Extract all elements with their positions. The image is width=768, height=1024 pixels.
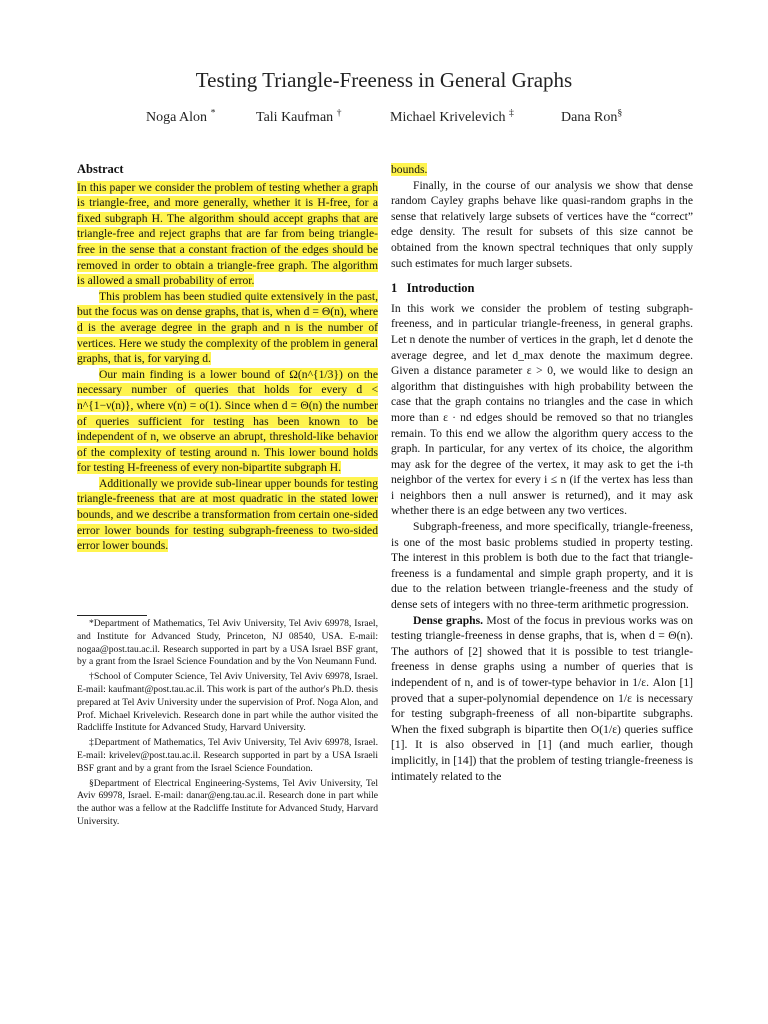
intro-paragraph-2: Subgraph-freeness, and more specifically, triangle-freeness, is one of the most basic problems studied in property testing. The interest in this problem is both due to the fact that triangle-freeness is a fundamental and simple graph property, and it is due to the relation between triangle-freeness and the study of dense sets of integers with no three-term arithmetic progression. xyxy=(391,520,693,612)
paper-title: Testing Triangle-Freeness in General Graphs xyxy=(195,68,573,92)
highlighted-text: Additionally we provide sub-linear upper bounds for testing triangle-freeness that are at most quadratic in the stated lower bounds, and we describe a transformation from certain one-sided error lower bounds for testing subgraph-freeness to two-sided error lower bounds. xyxy=(77,476,379,553)
intro-paragraph-1: In this work we consider the problem of testing subgraph-freeness, and in particular triangle-freeness, in general graphs. Let n denote the number of vertices in the graph, let d denote the average degree, and let d_max denote the maximum degree. Given a distance parameter ε > 0, we would like to design an algorithm that distinguishes with high probability between the case that the graph contains no triangles and the case in which more than ε · nd edges should be removed so that no triangles remain. To this end we allow the algorithm query access to the graph. In particular, for any vertex of its choice, the algorithm may ask for the degree of the vertex, it may ask to get the i-th neighbor of the vertex for every i ≤ n (if the vertex has less than i neighbors then a null answer is returned), and it may ask whether there is an edge between any two vertices. xyxy=(391,301,693,518)
section-heading-introduction xyxy=(391,281,693,297)
abstract-paragraph-2 xyxy=(77,289,378,367)
left-column xyxy=(77,162,378,554)
section-number: 1 xyxy=(391,281,398,296)
abstract-paragraph-1 xyxy=(77,180,378,289)
abstract-paragraph-3 xyxy=(77,367,378,476)
section-title: Introduction xyxy=(406,281,475,296)
footnote-rule xyxy=(77,615,147,616)
highlighted-text: In this paper we consider the problem of testing whether a graph is triangle-free, and more generally, whether it is H-free, for a fixed subgraph H. The algorithm should accept graphs that are triangle-free and reject graphs that are far from being triangle-free in the sense that a constant fraction of the edges should be removed in order to obtain a triangle-free graph. The algorithm is allowed a small probability of error. xyxy=(77,180,378,288)
author-list xyxy=(0,107,768,132)
footnote-ron: §Department of Electrical Engineering-Systems, Tel Aviv University, Tel Aviv 69978, Israel. E-mail: danar@eng.tau.ac.il. Research done in part while the author was a fellow at the Radcliffe Institute for Advanced Study, Harvard University. xyxy=(77,777,378,827)
abstract-heading: Abstract xyxy=(77,162,124,176)
author-ron: Dana Ron§ xyxy=(561,107,623,125)
highlighted-text: Our main finding is a lower bound of Ω(n^{1/3}) on the necessary number of queries that holds for every d < n^{1−ν(n)}, where ν(n) = o(1). Since when d = Θ(n) the number of queries sufficient for testing has been known to be independent of n, we observe an abrupt, threshold-like behavior of the complexity of testing around n. This lower bound holds for testing H-freeness of every non-bipartite subgraph H. xyxy=(77,367,378,475)
footnotes xyxy=(77,615,378,831)
footnote-alon: *Department of Mathematics, Tel Aviv University, Tel Aviv 69978, Israel, and Institute for Advanced Study, Princeton, NJ 08540, USA. E-mail: nogaa@post.tau.ac.il. Research supported in part by a USA Israel BSF grant, by a grant from the Israel Science Foundation and by the Von Neumann Fund. xyxy=(77,618,378,668)
dense-graphs-heading: Dense graphs. xyxy=(413,613,484,627)
right-column xyxy=(391,162,693,784)
intro-paragraph-3-text: Most of the focus in previous works was on testing triangle-freeness in dense graphs, that is, when d = Θ(n). The authors of [2] showed that it is possible to test triangle-freeness in dense graphs using a number of queries that is independent of n, and is of tower-type behavior in 1/ε. Alon [1] proved that a super-polynomial dependence on 1/ε is necessary for testing subgraph-freeness of all non-bipartite subgraphs. When the fixed subgraph is bipartite then O(1/ε) queries suffice [1]. It is also observed in [1] (and much earlier, though implicitly, in [14]) that the problem of testing triangle-freeness is intimately related to the xyxy=(391,613,694,783)
footnote-kaufman: †School of Computer Science, Tel Aviv University, Tel Aviv 69978, Israel. E-mail: kaufmant@post.tau.ac.il. This work is part of the author's Ph.D. thesis prepared at Tel Aviv University under the supervision of Prof. Noga Alon, and Prof. Michael Krivelevich. Research done in part while the author visited the Radcliffe Institute for Advanced Study, Harvard University. xyxy=(77,671,378,734)
author-kaufman: Tali Kaufman † xyxy=(256,107,342,125)
highlighted-text: bounds. xyxy=(391,163,428,176)
abstract-continuation xyxy=(391,162,693,178)
footnote-krivelevich: ‡Department of Mathematics, Tel Aviv University, Tel Aviv 69978, Israel. E-mail: krivelev@post.tau.ac.il. Research supported in part by a USA Israeli BSF grant and by a grant from the Israel Science Foundation. xyxy=(77,737,378,774)
highlighted-text: This problem has been studied quite extensively in the past, but the focus was on dense graphs, that is, when d = Θ(n), where d is the average degree in the graph and n is the number of vertices. Here we study the complexity of the problem in general graphs, that is, for varying d. xyxy=(77,289,379,366)
author-krivelevich: Michael Krivelevich ‡ xyxy=(390,107,514,125)
abstract-paragraph-4 xyxy=(77,476,378,554)
abstract-paragraph-5: Finally, in the course of our analysis we show that dense random Cayley graphs behave like quasi-random graphs in the sense that relatively large subsets of vertices have the “correct” edge density. The result for subsets of this size cannot be obtained from the known spectral techniques that only supply such estimates for much larger subsets. xyxy=(391,178,693,270)
intro-paragraph-3 xyxy=(391,613,693,785)
author-alon: Noga Alon * xyxy=(146,107,216,125)
